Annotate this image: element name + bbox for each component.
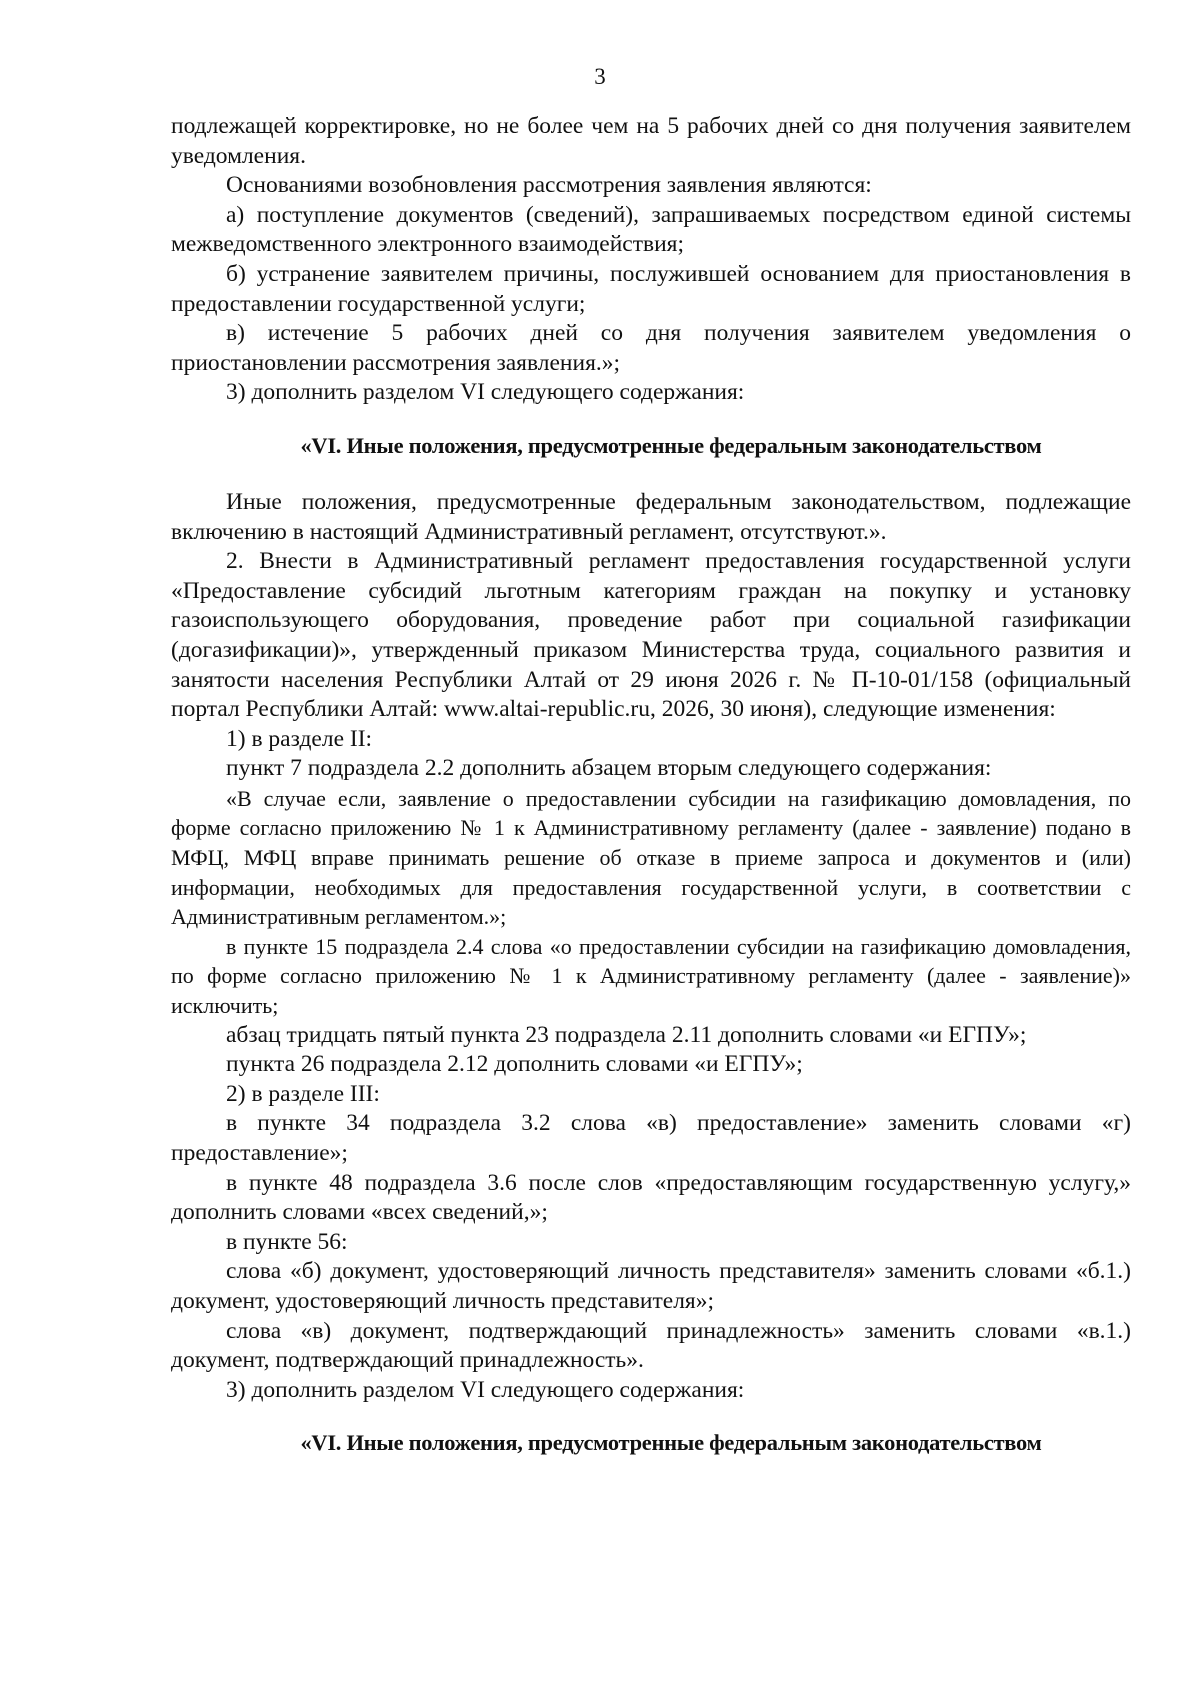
document-body [171, 112, 1131, 1485]
paragraph: в) истечение 5 рабочих дней со дня получения заявителем уведомления о приостановлении рассмотрения заявления.»; [171, 320, 1131, 376]
paragraph: в пункте 15 подраздела 2.4 слова «о предоставлении субсидии на газификацию домовладения, по форме согласно приложению № 1 к Административному регламенту (далее - заявление)» исключить; [171, 933, 1131, 1019]
paragraph: слова «б) документ, удостоверяющий личность представителя» заменить словами «б.1.) документ, удостоверяющий личность представителя»; [171, 1258, 1131, 1314]
paragraph: 3) дополнить разделом VI следующего содержания: [226, 379, 745, 406]
paragraph: б) устранение заявителем причины, послужившей основанием для приостановления в предоставлении государственной услуги; [171, 260, 1131, 317]
paragraph: 1) в разделе II: [226, 725, 373, 752]
paragraph: в пункте 56: [226, 1228, 348, 1255]
paragraph: Основаниями возобновления рассмотрения заявления являются: [226, 172, 872, 199]
paragraph: слова «в) документ, подтверждающий принадлежность» заменить словами «в.1.) документ, подтверждающий принадлежность». [171, 1317, 1131, 1374]
paragraph: пункта 26 подраздела 2.12 дополнить словами «и ЕГПУ»; [226, 1051, 803, 1078]
paragraph: 3) дополнить разделом VI следующего содержания: [226, 1376, 745, 1403]
paragraph: «В случае если, заявление о предоставлении субсидии на газификацию домовладения, по форме согласно приложению № 1 к Административному регламенту (далее - заявление) подано в МФЦ, МФЦ вправе принимать решение об отказе в приеме запроса и документов и (или) информации, необходимых для предоставления государственной услуги, в соответствии с Административным регламентом.»; [171, 785, 1131, 930]
paragraph: а) поступление документов (сведений), запрашиваемых посредством единой системы межведомственного электронного взаимодействия; [171, 201, 1131, 258]
paragraph: 2) в разделе III: [226, 1080, 380, 1107]
paragraph: в пункте 48 подраздела 3.6 после слов «предоставляющим государственную услугу,» дополнить словами «всех сведений,»; [171, 1169, 1131, 1226]
paragraph: абзац тридцать пятый пункта 23 подраздела 2.11 дополнить словами «и ЕГПУ»; [226, 1021, 1027, 1048]
paragraph: Иные положения, предусмотренные федеральным законодательством, подлежащие включению в настоящий Административный регламент, отсутствуют.». [171, 488, 1131, 545]
paragraph: 2. Внести в Административный регламент предоставления государственной услуги «Предоставление субсидий льготным категориям граждан на покупку и установку газоиспользующего оборудования, проведение работ при социальной газификации (догазификации)», утвержденный приказом Министерства труда, социального развития и занятости населения Республики Алтай от 29 июня 2026 г. № П-10-01/158 (официальный портал Республики Алтай: www.altai-republic.ru, 2026, 30 июня), следующие изменения: [171, 548, 1131, 723]
section-heading: «VI. Иные положения, предусмотренные федеральным законодательством [300, 432, 1042, 458]
page-number: 3 [594, 64, 606, 89]
paragraph: в пункте 34 подраздела 3.2 слова «в) предоставление» заменить словами «г) предоставление»; [171, 1110, 1131, 1166]
paragraph: пункт 7 подраздела 2.2 дополнить абзацем вторым следующего содержания: [226, 755, 992, 782]
paragraph: подлежащей корректировке, но не более чем на 5 рабочих дней со дня получения заявителем уведомления. [171, 113, 1131, 169]
section-heading: «VI. Иные положения, предусмотренные федеральным законодательством [300, 1430, 1042, 1456]
